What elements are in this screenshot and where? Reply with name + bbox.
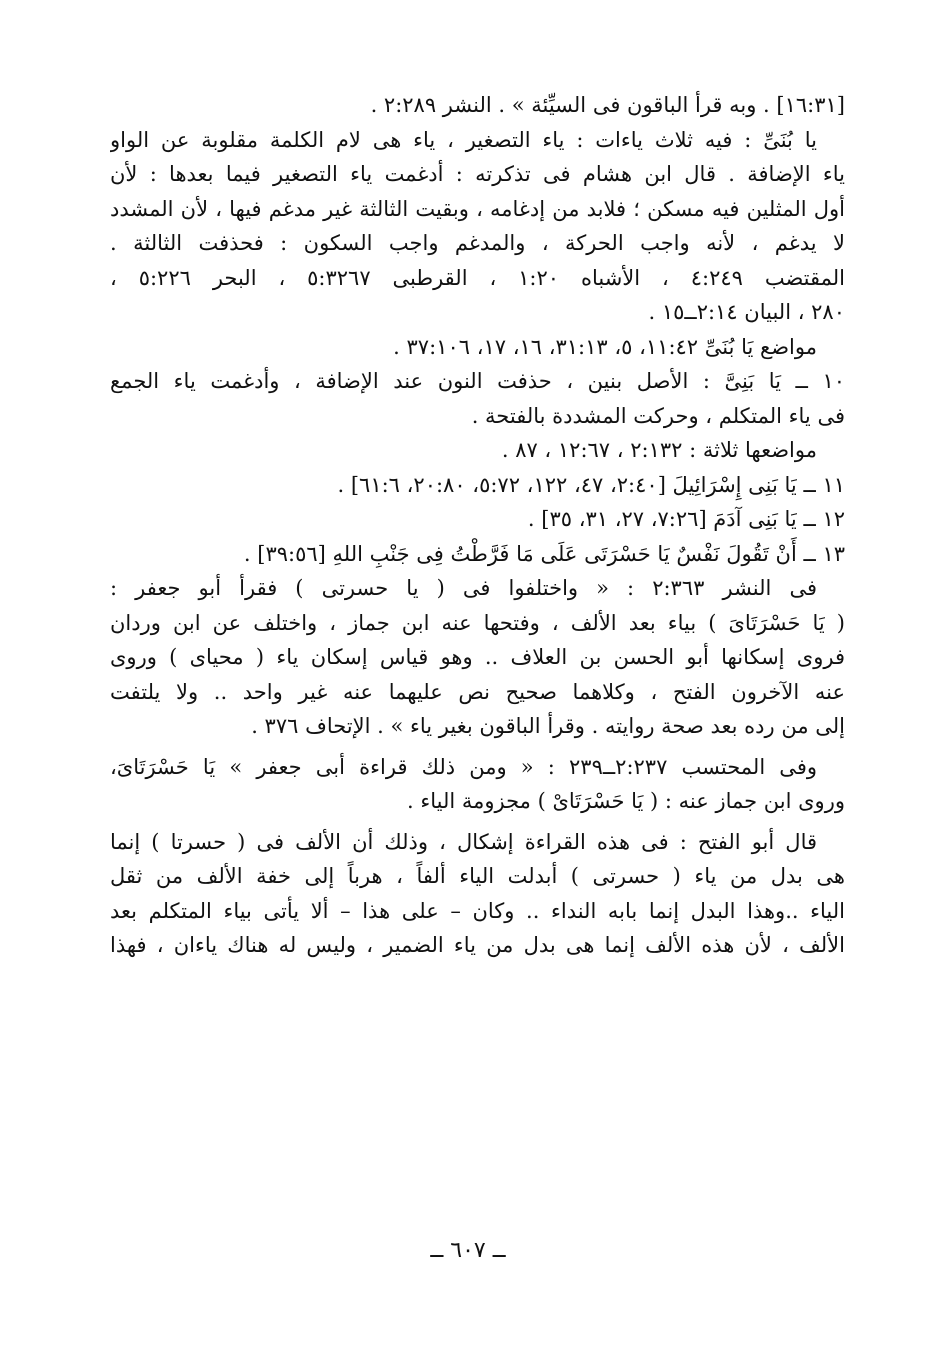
text-line-4: أول المثلين فيه مسكن ؛ فلابد من إدغامه ، وبقيت الثالثة غير مدغم فيها ، لأن المشدد [110,196,845,221]
text-line-19: إلى من رده بعد صحة روايته . وقرأ الباقون بغير ياء » . الإتحاف ٣٧٦ . [251,714,845,738]
text-line-1: [١٦:٣١] . وبه قرأ الباقون فى السيِّئة » . النشر ٢:٢٨٩ . [370,93,845,117]
text-line-25: الألف ، لأن هذه الألف إنما هى بدل من ياء الضمير ، وليس له هناك ياءان ، فهذا [110,933,845,957]
text-line-2: يا بُنَىِّ : فيه ثلاث ياءات : ياء التصغير ، ياء هى لام الكلمة مقلوبة عن الواو [110,127,817,152]
text-line-12: ١١ ــ يَا بَنِى إِسْرَائِيلَ [٢:٤٠، ٤٧، ١٢٢، ٥:٧٢، ٢٠:٨٠، ٦١:٦] . [337,472,845,497]
text-line-17: فروى إسكانها أبو الحسن بن العلاف .. وهو قياس إسكان ياء ( محياى ) وروى [110,645,845,669]
text-line-3: ياء الإضافة . قال ابن هشام فى تذكرته : أدغمت ياء التصغير فيما بعدها : لأن [110,162,845,186]
text-line-15: فى النشر ٢:٣٦٣ : « واختلفوا فى ( يا حسرتى ) فقرأ أبو جعفر : [110,576,817,600]
text-line-9: ١٠ ــ يَا بَنِىَّ : الأصل بنين ، حذفت النون عند الإضافة ، وأدغمت ياء الجمع [110,369,845,393]
text-line-21: وروى ابن جماز عنه : ( يَا حَسْرَتَاىْ ) مجزومة الياء . [407,789,845,813]
text-line-23: هى بدل من ياء ( حسرتى ) أبدلت الياء ألفاً ، هرباً إلى خفة الألف من ثقل [110,864,845,888]
text-line-6: المقتضب ٤:٢٤٩ ، الأشباه ١:٢٠ ، القرطبى ٥:٣٢٦٧ ، البحر ٥:٢٢٦ ، [110,265,845,290]
text-line-14: ١٣ ــ أَنْ تَقُولَ نَفْسٌ يَا حَسْرَتَى عَلَى مَا فَرَّطْتُ فِى جَنْبِ اللهِ [٣٩:٥٦] . [243,541,845,566]
text-line-5: لا يدغم ، لأنه واجب الحركة ، والمدغم واجب السكون : فحذفت الثالثة . [110,231,845,255]
text-line-7: ٢٨٠ ، البيان ٢:١٤ــ١٥ . [648,300,845,324]
text-line-16: ( يَا حَسْرَتَاىَ ) بياء بعد الألف ، وفتحها عنه ابن جماز ، واختلف عن ابن وردان [110,610,845,635]
text-line-13: ١٢ ــ يَا بَنِى آدَمَ [٧:٢٦، ٢٧، ٣١، ٣٥] . [527,507,845,531]
text-line-10: فى ياء المتكلم ، وحركت المشددة بالفتحة . [471,403,845,428]
text-line-20: وفى المحتسب ٢:٢٣٧ــ٢٣٩ : « ومن ذلك قراءة أبى جعفر » يَا حَسْرَتَاىَ، [110,754,817,779]
page-number: ــ ٦٠٧ ــ [430,1238,506,1263]
text-line-11: مواضعها ثلاثة : ٢:١٣٢ ، ١٢:٦٧ ، ٨٧ . [501,438,817,462]
text-line-24: الياء ..وهذا البدل إنما بابه النداء .. وكان – على هذا – ألا يأتى بياء المتكلم بعد [110,898,845,923]
page-body [110,88,845,963]
text-line-18: عنه الآخرون الفتح ، وكلاهما صحيح نص عليهما عنه غير واحد .. ولا يلتفت [110,679,845,704]
text-line-8: مواضع يَا بُنَىِّ ١١:٤٢، ٥، ٣١:١٣، ١٦، ١٧، ٣٧:١٠٦ . [393,334,817,359]
text-line-22: قال أبو الفتح : فى هذه القراءة إشكال ، وذلك أن الألف فى ( حسرتا ) إنما [110,829,817,854]
